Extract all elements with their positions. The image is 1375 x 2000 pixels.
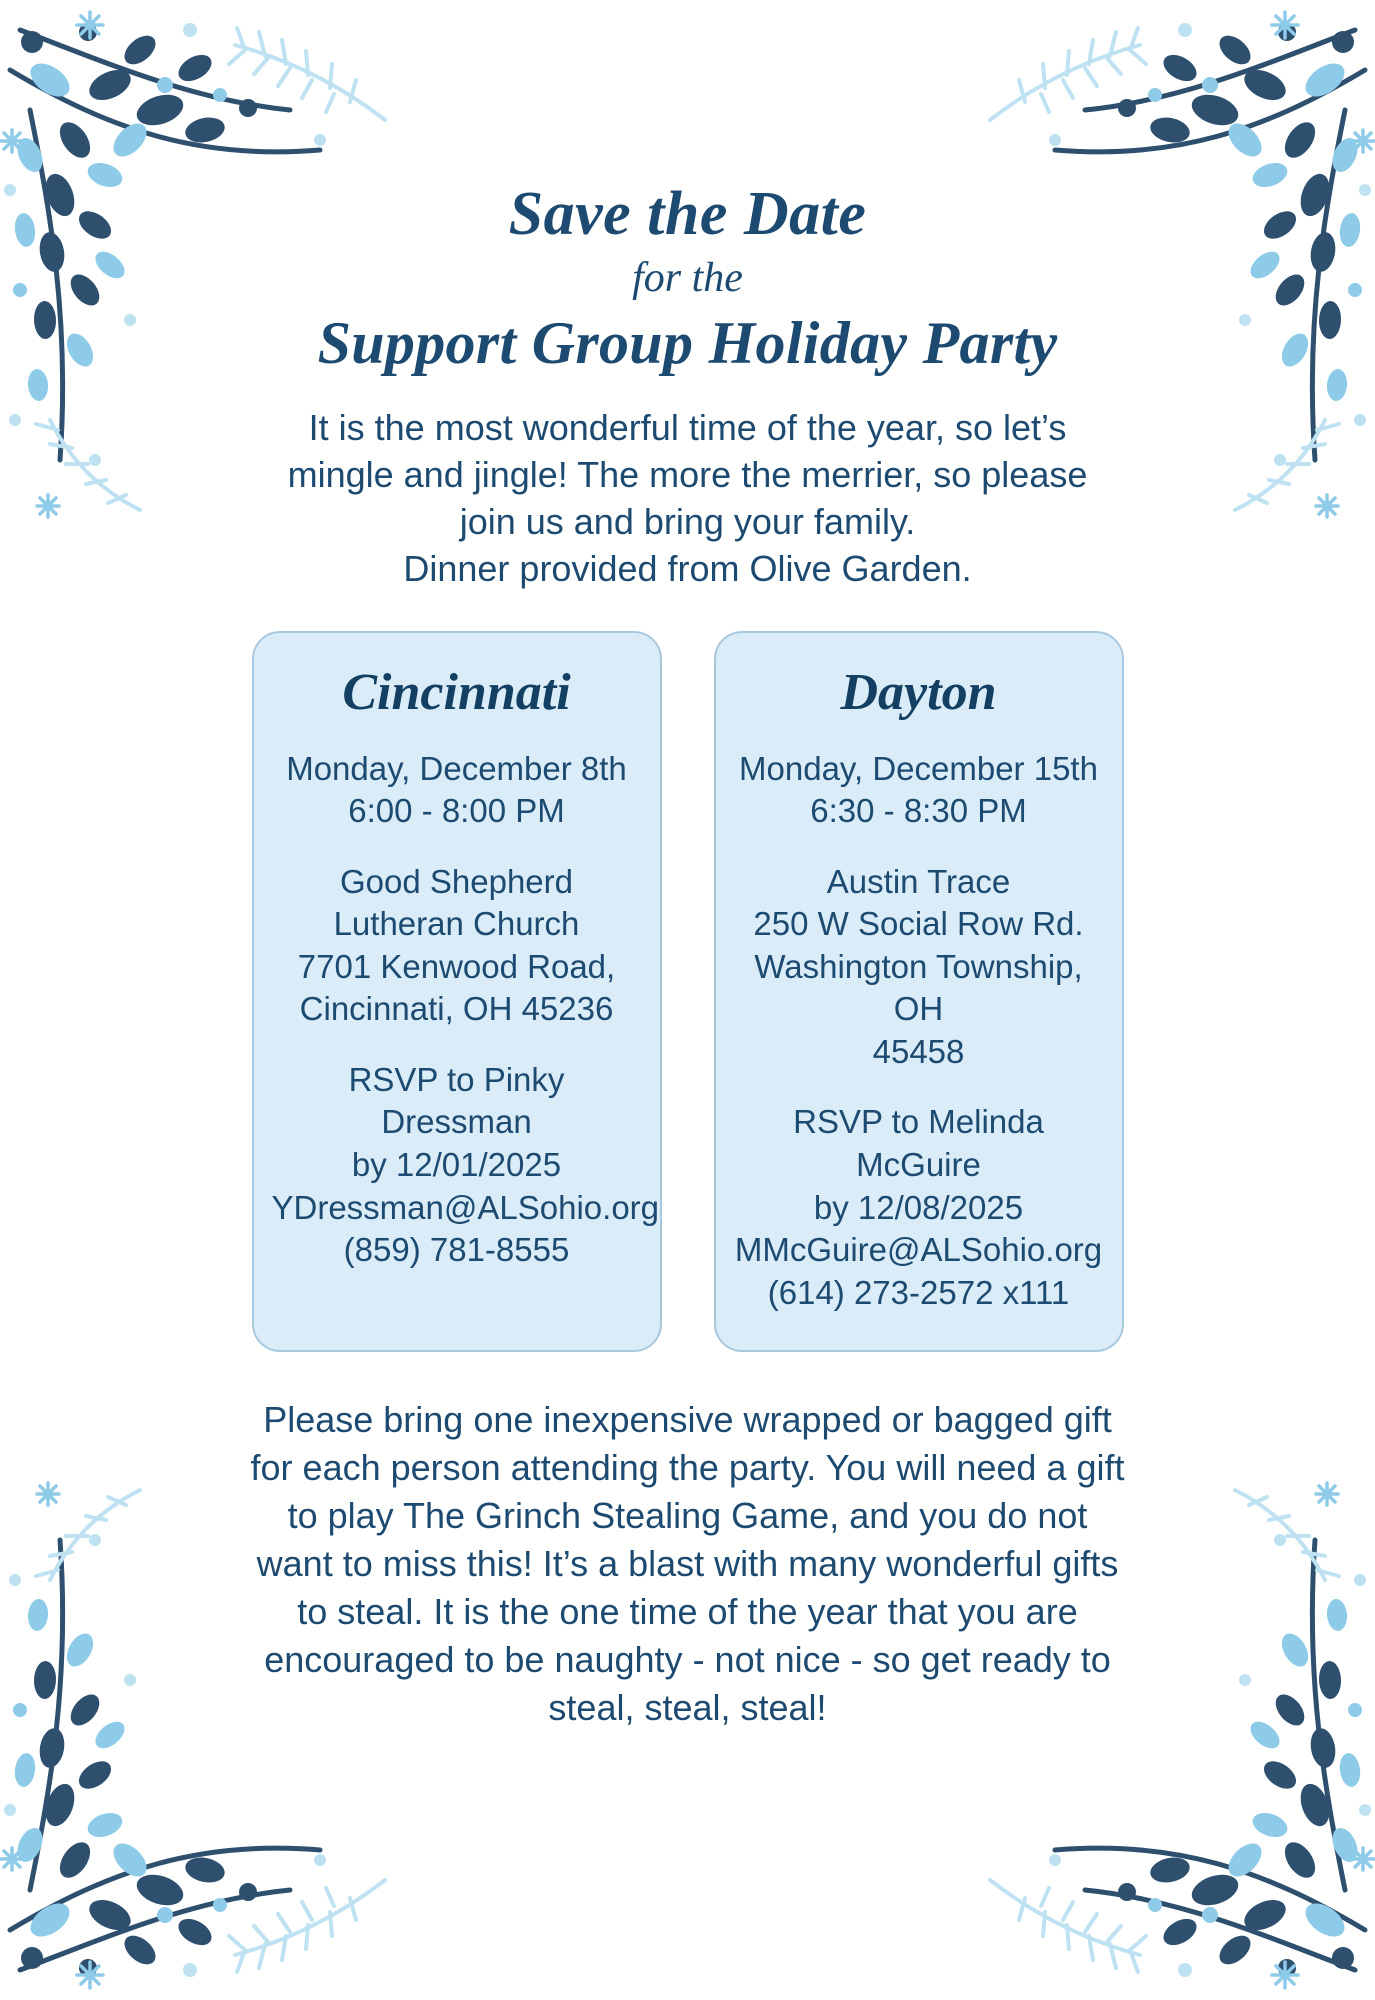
rsvp-contact: RSVP to Melinda McGuire [793,1103,1044,1183]
venue-line: 250 W Social Row Rd. [753,905,1084,943]
rsvp-email[interactable]: MMcGuire@ALSohio.org [734,1231,1103,1269]
event-datetime [272,748,642,833]
event-datetime [734,748,1104,833]
rsvp-email[interactable]: YDressman@ALSohio.org [271,1188,660,1226]
event-venue [272,861,642,1031]
location-cards [0,631,1375,1353]
venue-line: Cincinnati, OH 45236 [299,990,614,1028]
venue-line: 45458 [872,1032,965,1070]
title-connector: for the [632,254,743,301]
gift-instruction-line: Please bring one inexpensive wrapped or bagged gift [263,1399,1112,1441]
gift-instruction-line: to play The Grinch Stealing Game, and you do not [287,1495,1088,1536]
venue-line: Washington Township, OH [754,947,1083,1028]
location-card-cincinnati [252,631,662,1353]
gift-instruction-line: to steal. It is the one time of the year that you are [297,1590,1078,1632]
intro-line: mingle and jingle! The more the merrier, so please [287,454,1088,496]
event-title: Support Group Holiday Party [317,309,1058,376]
rsvp-phone[interactable]: (614) 273-2572 x111 [767,1273,1070,1311]
venue-line: 7701 Kenwood Road, [297,947,616,985]
rsvp-info [734,1101,1104,1314]
event-date: Monday, December 15th [739,749,1098,787]
event-time: 6:30 - 8:30 PM [810,792,1027,830]
location-name: Dayton [840,663,997,721]
gift-instruction-line: encouraged to be naughty - not nice - so get ready to [264,1638,1111,1680]
location-name: Cincinnati [342,663,571,721]
event-venue [734,861,1104,1074]
venue-line: Good Shepherd [339,862,573,900]
venue-line: Austin Trace [826,862,1011,900]
event-time: 6:00 - 8:00 PM [348,792,565,830]
gift-instructions [188,1396,1188,1731]
rsvp-deadline: by 12/08/2025 [813,1188,1024,1226]
event-date: Monday, December 8th [286,749,627,787]
rsvp-deadline: by 12/01/2025 [351,1146,562,1183]
rsvp-phone[interactable]: (859) 781-8555 [343,1231,570,1269]
gift-instruction-line: want to miss this! It’s a blast with many wonderful gifts [256,1542,1119,1584]
venue-line: Lutheran Church [333,905,580,943]
intro-line: Dinner provided from Olive Garden. [403,547,972,589]
intro-paragraph [208,405,1168,592]
rsvp-contact: RSVP to Pinky Dressman [348,1060,565,1141]
intro-line: It is the most wonderful time of the year, so let’s [308,407,1067,449]
page-title: Save the Date [508,180,867,248]
gift-instruction-line: for each person attending the party. You will need a gift [250,1447,1125,1489]
intro-line: join us and bring your family. [459,500,916,542]
rsvp-info [271,1059,660,1272]
location-card-dayton [714,631,1124,1353]
gift-instruction-line: steal, steal, steal! [548,1686,827,1728]
